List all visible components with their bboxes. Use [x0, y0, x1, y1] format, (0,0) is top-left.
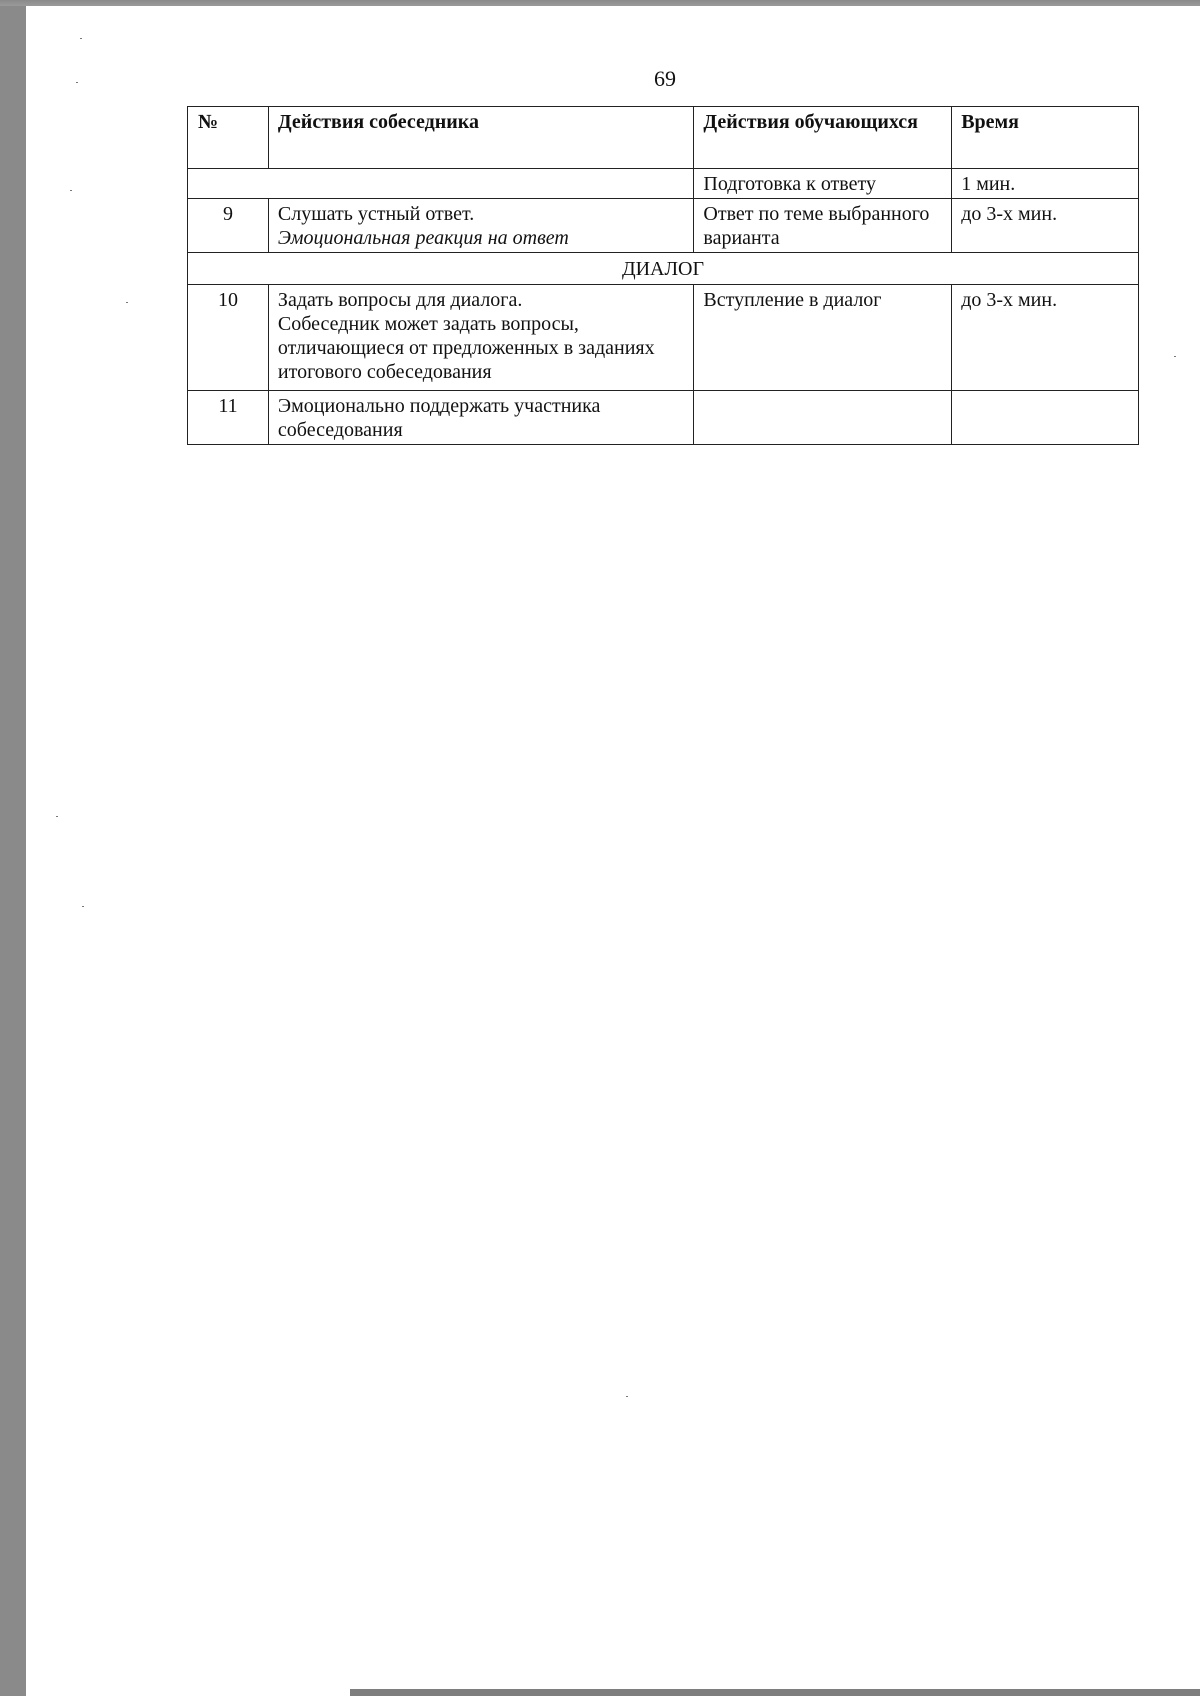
scan-speck [70, 190, 72, 191]
table-header-row [188, 107, 1139, 169]
table-row [188, 199, 1139, 253]
header-num: № [188, 107, 269, 169]
header-time: Время [952, 107, 1139, 169]
interlocutor-actions-cell [268, 285, 693, 391]
scan-bottom-edge [350, 1689, 1200, 1696]
time-cell: до 3-х мин. [952, 199, 1139, 253]
table-row [188, 391, 1139, 445]
table-row [188, 285, 1139, 391]
row-number: 9 [188, 199, 269, 253]
scan-speck [56, 816, 58, 817]
row-number: 10 [188, 285, 269, 391]
scan-speck [80, 38, 82, 39]
scan-speck [626, 1396, 628, 1397]
interlocutor-actions-cell [268, 391, 693, 445]
header-student-actions: Действия обучающихся [694, 107, 952, 169]
cell-line: Слушать устный ответ. [277, 203, 475, 225]
scan-speck [1174, 356, 1176, 357]
page-number: 69 [654, 66, 676, 91]
cell-line: Задать вопросы для диалога. [277, 289, 523, 311]
interlocutor-actions-cell [268, 199, 693, 253]
time-cell: 1 мин. [952, 169, 1139, 199]
student-actions-cell: Вступление в диалог [694, 285, 952, 391]
header-interlocutor-actions: Действия собеседника [268, 107, 693, 169]
row-number: 11 [188, 391, 269, 445]
time-cell: до 3-х мин. [952, 285, 1139, 391]
scan-speck [126, 302, 128, 303]
table-row [188, 169, 1139, 199]
section-row [188, 253, 1139, 285]
scan-speck [76, 82, 78, 83]
time-cell [952, 391, 1139, 445]
cell-line: Собеседник может задать вопросы, отличающиеся от предложенных в заданиях итогового собеседования [277, 313, 655, 383]
student-actions-cell: Ответ по теме выбранного варианта [694, 199, 952, 253]
cell-line-italic: Эмоциональная реакция на ответ [277, 227, 569, 249]
schedule-table [187, 106, 1139, 445]
section-title: ДИАЛОГ [188, 253, 1139, 285]
scan-speck [82, 906, 84, 907]
cell-line: Эмоционально поддержать участника собеседования [277, 395, 601, 441]
student-actions-cell: Подготовка к ответу [694, 169, 952, 199]
student-actions-cell [694, 391, 952, 445]
empty-cell [188, 169, 694, 199]
